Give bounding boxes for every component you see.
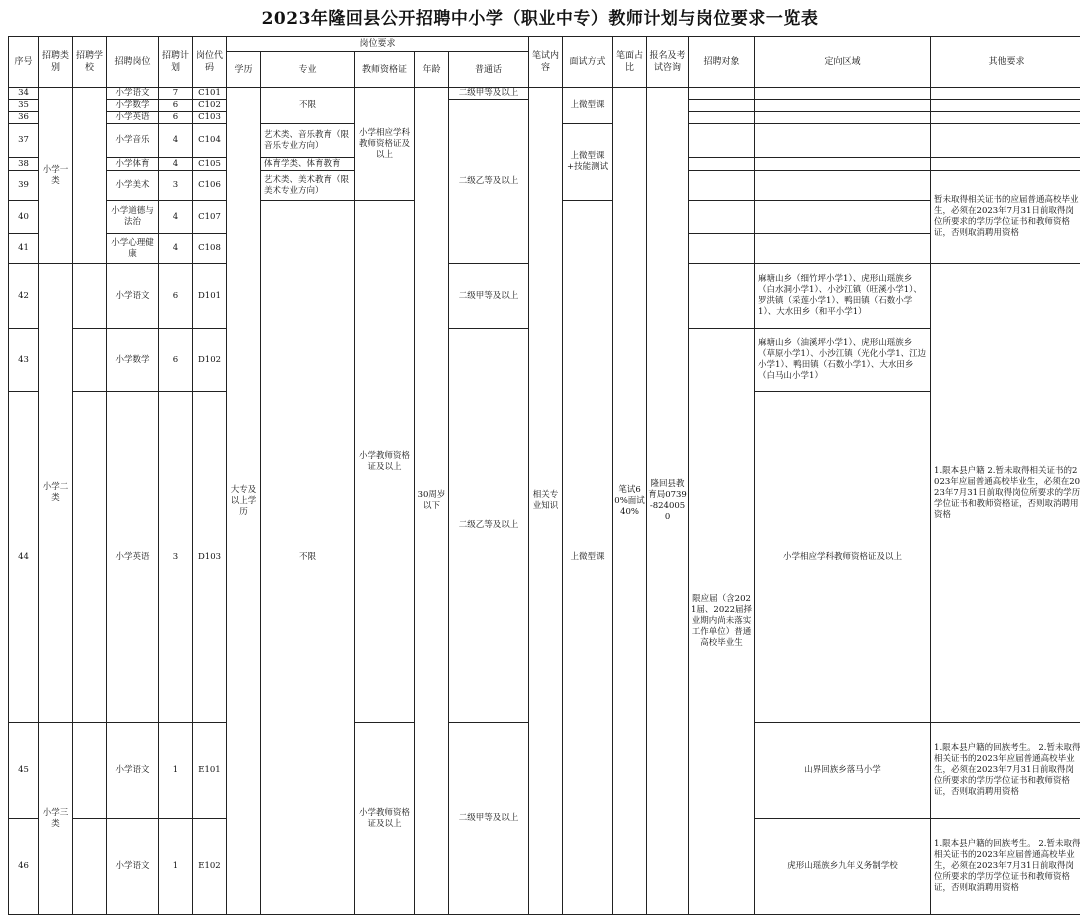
col-code: 岗位代码 — [193, 37, 227, 88]
col-target: 招聘对象 — [689, 37, 755, 88]
code-cell: C102 — [193, 100, 227, 112]
plan-cell: 3 — [159, 171, 193, 201]
col-major: 专业 — [261, 52, 355, 88]
plan-cell: 3 — [159, 392, 193, 723]
plan-cell: 6 — [159, 100, 193, 112]
target-cell — [689, 264, 755, 329]
target-cell — [689, 88, 755, 100]
mandarin-cell: 二级甲等及以上 — [449, 723, 529, 915]
region-cell — [755, 100, 931, 112]
region-cell — [755, 234, 931, 264]
region-cell — [755, 124, 931, 158]
position-cell: 小学美术 — [107, 171, 159, 201]
code-cell: C103 — [193, 112, 227, 124]
target-cell — [689, 158, 755, 171]
position-cell: 小学数学 — [107, 100, 159, 112]
seq-cell: 46 — [9, 819, 39, 915]
school-cell — [73, 392, 107, 723]
region-cell: 山界回族乡落马小学 — [755, 723, 931, 819]
plan-cell: 4 — [159, 201, 193, 234]
exam-content-cell: 相关专业知识 — [529, 88, 563, 915]
other-cell — [931, 88, 1080, 100]
mandarin-cell: 二级甲等及以上 — [449, 88, 529, 100]
col-exam-content: 笔试内容 — [529, 37, 563, 88]
region-cell: 麻塘山乡（细竹坪小学1）、虎形山瑶族乡（白水洞小学1）、小沙江镇（旺溪小学1）、罗洪镇（采莲小学1）、鸭田镇（石数小学1）、大水田乡（和平小学1） — [755, 264, 931, 329]
interview-cell: 上微型课 — [563, 88, 613, 124]
region-cell — [755, 112, 931, 124]
region-cell — [755, 158, 931, 171]
position-cell: 小学音乐 — [107, 124, 159, 158]
school-cell — [73, 723, 107, 819]
col-education: 学历 — [227, 52, 261, 88]
major-cell: 艺术类、音乐教育（限音乐专业方向） — [261, 124, 355, 158]
col-seq: 序号 — [9, 37, 39, 88]
position-cell: 小学体育 — [107, 158, 159, 171]
col-school: 招聘学校 — [73, 37, 107, 88]
position-cell: 小学英语 — [107, 392, 159, 723]
target-cell — [689, 234, 755, 264]
education-cell: 大专及以上学历 — [227, 88, 261, 915]
target-cell: 限应届（含2021届、2022届择业期内尚未落实工作单位）普通高校毕业生 — [689, 329, 755, 915]
plan-cell: 6 — [159, 329, 193, 392]
plan-cell: 6 — [159, 112, 193, 124]
target-cell — [689, 124, 755, 158]
other-cell — [931, 100, 1080, 112]
code-cell: E102 — [193, 819, 227, 915]
seq-cell: 38 — [9, 158, 39, 171]
seq-cell: 45 — [9, 723, 39, 819]
seq-cell: 44 — [9, 392, 39, 723]
plan-cell: 1 — [159, 819, 193, 915]
col-region: 定向区域 — [755, 37, 931, 88]
seq-cell: 35 — [9, 100, 39, 112]
major-cell: 不限 — [261, 88, 355, 124]
plan-cell: 7 — [159, 88, 193, 100]
other-cell — [931, 158, 1080, 171]
mandarin-cell: 二级乙等及以上 — [449, 329, 529, 723]
other-cell — [931, 124, 1080, 158]
region-cell: 麻塘山乡（油溪坪小学1）、虎形山瑶族乡（草原小学1）、小沙江镇（光化小学1、江边小学1）、鸭田镇（石数小学1）、大水田乡（白马山小学1） — [755, 329, 931, 392]
position-cell: 小学语文 — [107, 88, 159, 100]
col-mandarin: 普通话 — [449, 52, 529, 88]
plan-cell: 6 — [159, 264, 193, 329]
col-ratio: 笔面占比 — [613, 37, 647, 88]
school-cell — [73, 264, 107, 329]
plan-cell: 4 — [159, 124, 193, 158]
major-cell: 不限 — [261, 201, 355, 915]
code-cell: C101 — [193, 88, 227, 100]
category-cell: 小学三类 — [39, 723, 73, 915]
seq-cell: 43 — [9, 329, 39, 392]
position-cell: 小学英语 — [107, 112, 159, 124]
seq-cell: 34 — [9, 88, 39, 100]
seq-cell: 39 — [9, 171, 39, 201]
target-cell — [689, 112, 755, 124]
cert-cell: 小学相应学科教师资格证及以上 — [755, 392, 931, 723]
seq-cell: 40 — [9, 201, 39, 234]
code-cell: D103 — [193, 392, 227, 723]
col-teacher-cert: 教师资格证 — [355, 52, 415, 88]
category-cell: 小学一类 — [39, 88, 73, 264]
code-cell: C107 — [193, 201, 227, 234]
other-cell: 1.限本县户籍 2.暂未取得相关证书的2023年应届普通高校毕业生，必须在2023年7月31日前取得岗位所要求的学历学位证书和教师资格证，否则取消聘用资格 — [931, 264, 1080, 723]
interview-cell: 上微型课 — [563, 201, 613, 915]
target-cell — [689, 100, 755, 112]
other-cell: 1.限本县户籍的回族考生。 2.暂未取得相关证书的2023年应届普通高校毕业生，必须在2023年7月31日前取得岗位所要求的学历学位证书和教师资格证，否则取消聘用资格 — [931, 819, 1080, 915]
region-cell — [755, 201, 931, 234]
col-age: 年龄 — [415, 52, 449, 88]
col-plan: 招聘计划 — [159, 37, 193, 88]
mandarin-cell: 二级乙等及以上 — [449, 100, 529, 264]
code-cell: D102 — [193, 329, 227, 392]
region-cell: 虎形山瑶族乡九年义务制学校 — [755, 819, 931, 915]
category-cell: 小学二类 — [39, 264, 73, 723]
position-cell: 小学语文 — [107, 819, 159, 915]
ratio-cell: 笔试60%面试40% — [613, 88, 647, 915]
code-cell: C104 — [193, 124, 227, 158]
school-cell — [73, 329, 107, 392]
target-cell — [689, 171, 755, 201]
cert-cell: 小学教师资格证及以上 — [355, 723, 415, 915]
position-cell: 小学道德与法治 — [107, 201, 159, 234]
age-cell: 30周岁以下 — [415, 88, 449, 915]
seq-cell: 41 — [9, 234, 39, 264]
plan-cell: 4 — [159, 158, 193, 171]
col-requirements: 岗位要求 — [227, 37, 529, 52]
recruitment-table — [8, 36, 1080, 915]
col-category: 招聘类别 — [39, 37, 73, 88]
col-interview: 面试方式 — [563, 37, 613, 88]
school-cell — [73, 88, 107, 264]
position-cell: 小学语文 — [107, 264, 159, 329]
page-title: 2023年隆回县公开招聘中小学（职业中专）教师计划与岗位要求一览表 — [0, 4, 1080, 29]
code-cell: C106 — [193, 171, 227, 201]
seq-cell: 37 — [9, 124, 39, 158]
plan-cell: 4 — [159, 234, 193, 264]
other-cell: 暂未取得相关证书的应届普通高校毕业生，必须在2023年7月31日前取得岗位所要求的学历学位证书和教师资格证，否则取消聘用资格 — [931, 171, 1080, 264]
major-cell: 体育学类、体育教育 — [261, 158, 355, 171]
seq-cell: 36 — [9, 112, 39, 124]
major-cell: 艺术类、美术教育（限美术专业方向） — [261, 171, 355, 201]
region-cell — [755, 88, 931, 100]
position-cell: 小学语文 — [107, 723, 159, 819]
seq-cell: 42 — [9, 264, 39, 329]
col-other: 其他要求 — [931, 37, 1080, 88]
col-position: 招聘岗位 — [107, 37, 159, 88]
col-registration: 报名及考试咨询 — [647, 37, 689, 88]
position-cell: 小学数学 — [107, 329, 159, 392]
school-cell — [73, 819, 107, 915]
table-row — [9, 88, 1080, 100]
code-cell: C105 — [193, 158, 227, 171]
cert-cell: 小学相应学科教师资格证及以上 — [355, 88, 415, 201]
region-cell — [755, 171, 931, 201]
registration-cell: 隆回县教育局0739-8240050 — [647, 88, 689, 915]
position-cell: 小学心理健康 — [107, 234, 159, 264]
plan-cell: 1 — [159, 723, 193, 819]
target-cell — [689, 201, 755, 234]
code-cell: C108 — [193, 234, 227, 264]
mandarin-cell: 二级甲等及以上 — [449, 264, 529, 329]
code-cell: D101 — [193, 264, 227, 329]
interview-cell: 上微型课+技能测试 — [563, 124, 613, 201]
code-cell: E101 — [193, 723, 227, 819]
other-cell — [931, 112, 1080, 124]
other-cell: 1.限本县户籍的回族考生。 2.暂未取得相关证书的2023年应届普通高校毕业生，必须在2023年7月31日前取得岗位所要求的学历学位证书和教师资格证，否则取消聘用资格 — [931, 723, 1080, 819]
cert-cell: 小学教师资格证及以上 — [355, 201, 415, 723]
